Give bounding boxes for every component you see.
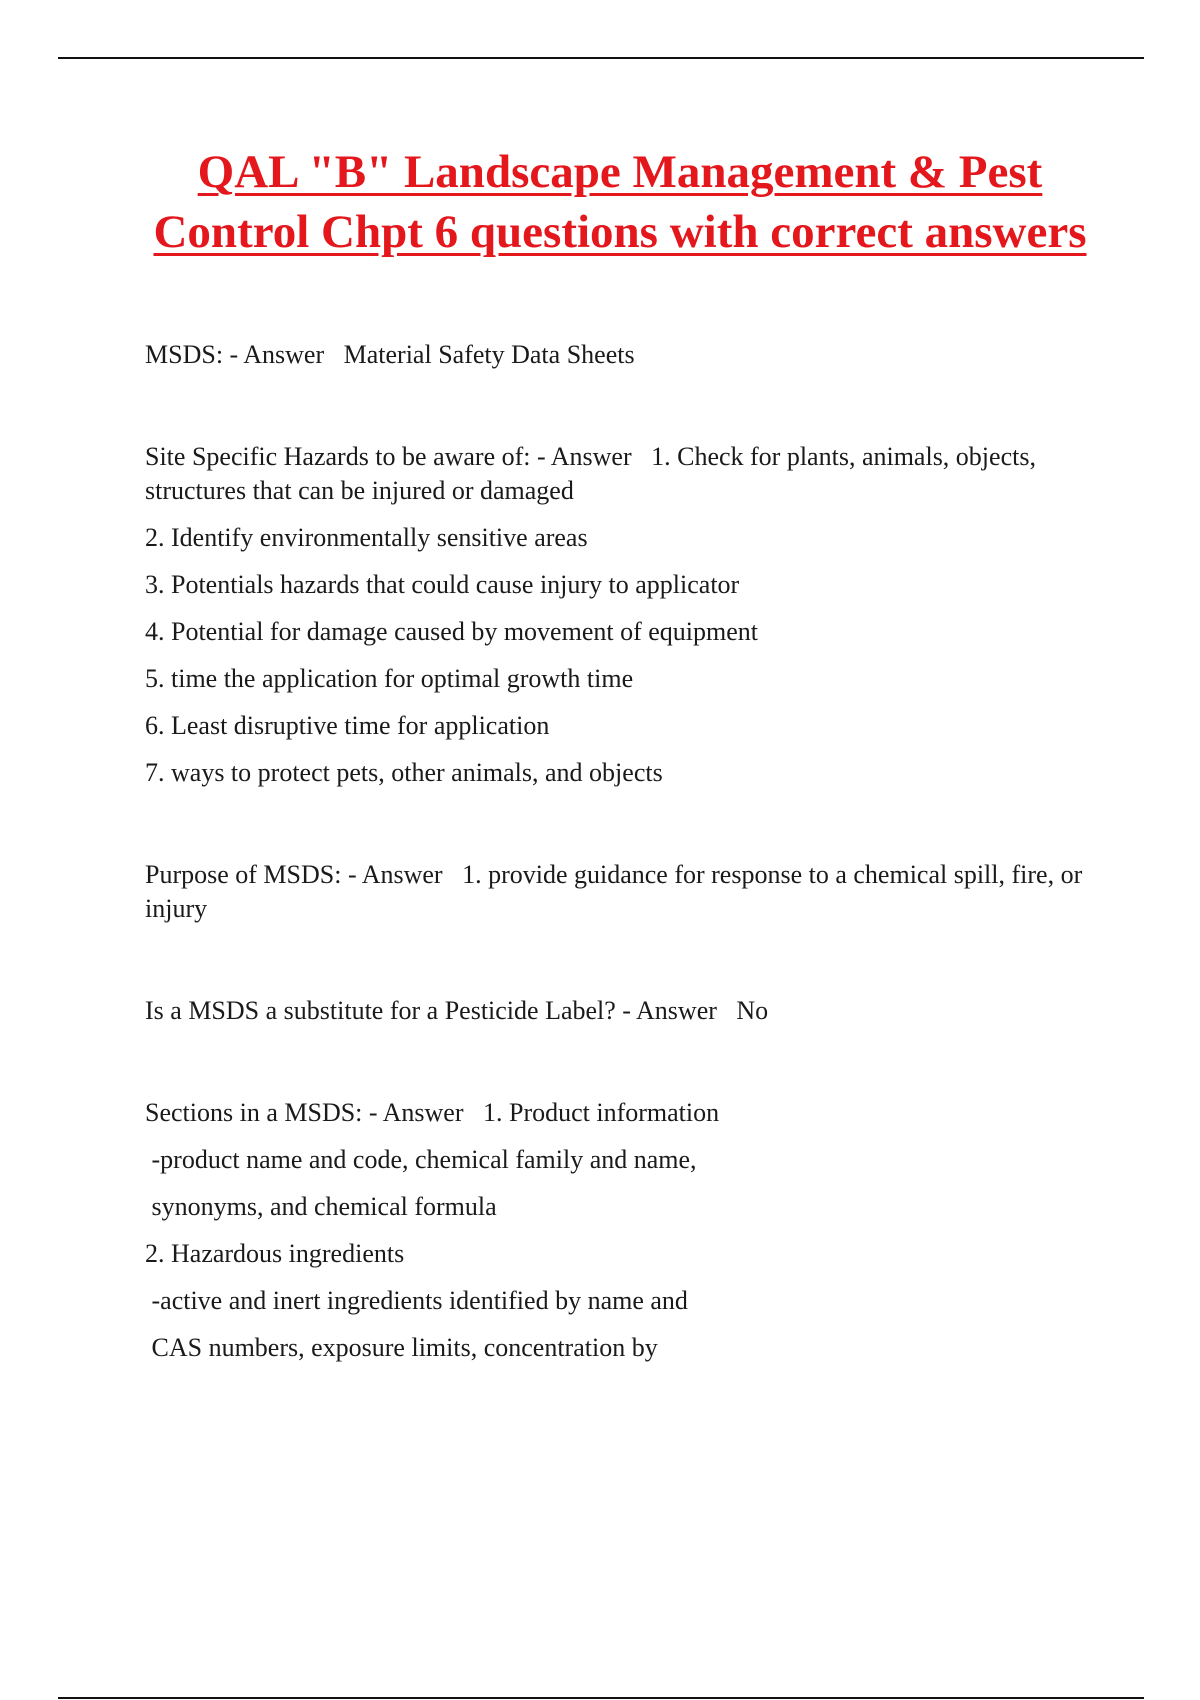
qa-site-hazards: Site Specific Hazards to be aware of: - Answer 1. Check for plants, animals, objects, structures that can be injured or damaged bbox=[145, 442, 1043, 505]
qa-sections: Sections in a MSDS: - Answer 1. Product information bbox=[145, 1098, 720, 1127]
qa-purpose: Purpose of MSDS: - Answer 1. provide guidance for response to a chemical spill, fire, or injury bbox=[145, 860, 1089, 923]
document-title: QAL "B" Landscape Management & Pest Control Chpt 6 questions with correct answers bbox=[153, 146, 1087, 258]
document-body bbox=[145, 338, 1095, 1378]
list-item: synonyms, and chemical formula bbox=[145, 1192, 497, 1221]
list-item: -product name and code, chemical family and name, bbox=[145, 1145, 697, 1174]
list-item: 7. ways to protect pets, other animals, and objects bbox=[145, 758, 663, 787]
list-item: 5. time the application for optimal growth time bbox=[145, 664, 634, 693]
list-item: 4. Potential for damage caused by movement of equipment bbox=[145, 617, 758, 646]
list-item: 3. Potentials hazards that could cause injury to applicator bbox=[145, 570, 740, 599]
footer-rule bbox=[58, 1697, 1144, 1699]
list-item: 2. Identify environmentally sensitive areas bbox=[145, 523, 588, 552]
list-item: CAS numbers, exposure limits, concentration by bbox=[145, 1333, 658, 1362]
list-item: 6. Least disruptive time for application bbox=[145, 711, 550, 740]
qa-msds: MSDS: - Answer Material Safety Data Sheets bbox=[145, 340, 635, 369]
qa-substitute: Is a MSDS a substitute for a Pesticide Label? - Answer No bbox=[145, 996, 769, 1025]
header-rule bbox=[58, 57, 1144, 59]
list-item: -active and inert ingredients identified by name and bbox=[145, 1286, 688, 1315]
list-item: 2. Hazardous ingredients bbox=[145, 1239, 405, 1268]
